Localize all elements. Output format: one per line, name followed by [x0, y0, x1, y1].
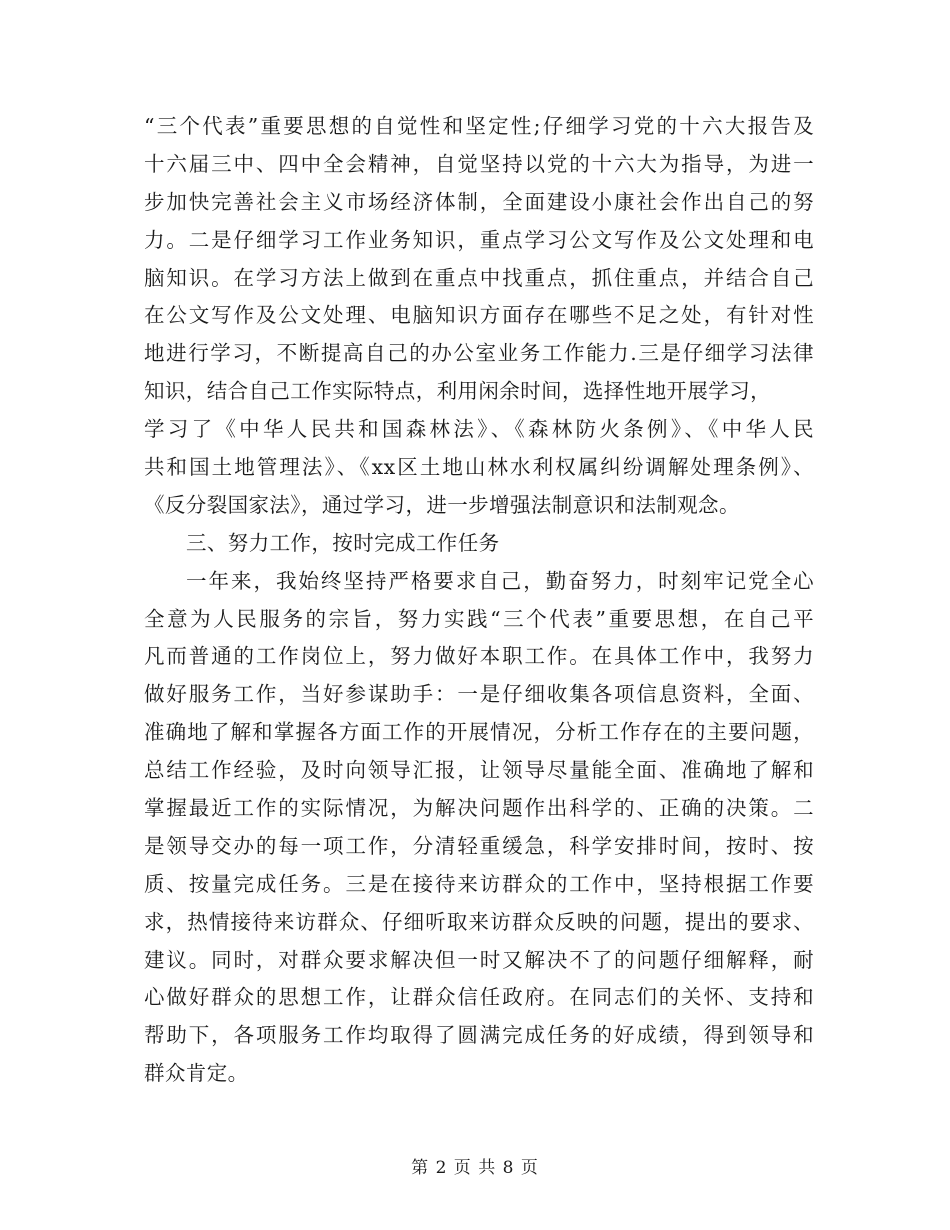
text-line: “三个代表”重要思想的自觉性和坚定性;仔细学习党的十六大报告及	[144, 114, 814, 138]
text-line: 脑知识。在学习方法上做到在重点中找重点，抓住重点，并结合自己	[144, 265, 814, 290]
text-line: 总结工作经验，及时向领导汇报，让领导尽量能全面、准确地了解和	[144, 758, 814, 783]
page-footer	[0, 1153, 950, 1178]
text-line: 学习了《中华人民共和国森林法》、《森林防火条例》、《中华人民	[144, 417, 814, 442]
text-line: 是领导交办的每一项工作，分清轻重缓急，科学安排时间，按时、按	[144, 833, 814, 858]
text-line: 心做好群众的思想工作，让群众信任政府。在同志们的关怀、支持和	[144, 985, 814, 1010]
text-line: 地进行学习，不断提高自己的办公室业务工作能力.三是仔细学习法律	[144, 341, 814, 366]
text-line: 共和国土地管理法》、《xx区土地山林水利权属纠纷调解处理条例》、	[144, 455, 814, 480]
footer-prefix: 第	[411, 1158, 430, 1178]
footer-middle: 页 共	[453, 1158, 497, 1178]
text-line: 全意为人民服务的宗旨，努力实践“三个代表”重要思想，在自己平	[144, 606, 814, 631]
text-line: 一年来，我始终坚持严格要求自己，勤奋努力，时刻牢记党全心	[186, 568, 814, 593]
text-line: 做好服务工作，当好参谋助手：一是仔细收集各项信息资料，全面、	[144, 682, 814, 707]
footer-suffix: 页	[520, 1158, 539, 1178]
document-body	[144, 108, 814, 1093]
text-line: 步加快完善社会主义市场经济体制，全面建设小康社会作出自己的努	[144, 189, 814, 214]
text-line: 质、按量完成任务。三是在接待来访群众的工作中，坚持根据工作要	[144, 871, 814, 896]
text-line: 准确地了解和掌握各方面工作的开展情况，分析工作存在的主要问题，	[144, 720, 814, 745]
text-line: 群众肯定。	[144, 1061, 249, 1086]
footer-total-pages: 8	[502, 1158, 515, 1178]
text-line: 知识，结合自己工作实际特点，利用闲余时间，选择性地开展学习，	[144, 379, 771, 404]
section-heading: 三、努力工作，按时完成工作任务	[186, 530, 500, 555]
footer-page-number: 2	[435, 1158, 448, 1178]
text-line: 凡而普通的工作岗位上，努力做好本职工作。在具体工作中，我努力	[144, 644, 814, 669]
text-line: 在公文写作及公文处理、电脑知识方面存在哪些不足之处，有针对性	[144, 303, 814, 328]
text-line: 掌握最近工作的实际情况，为解决问题作出科学的、正确的决策。二	[144, 796, 814, 821]
text-line: 建议。同时，对群众要求解决但一时又解决不了的问题仔细解释，耐	[144, 947, 814, 972]
text-line: 力。二是仔细学习工作业务知识，重点学习公文写作及公文处理和电	[144, 227, 814, 252]
text-line: 《反分裂国家法》，通过学习，进一步增强法制意识和法制观念。	[144, 492, 740, 517]
text-line: 帮助下，各项服务工作均取得了圆满完成任务的好成绩，得到领导和	[144, 1023, 814, 1048]
text-line: 求，热情接待来访群众、仔细听取来访群众反映的问题，提出的要求、	[144, 909, 814, 934]
text-line: 十六届三中、四中全会精神，自觉坚持以党的十六大为指导，为进一	[144, 151, 814, 176]
